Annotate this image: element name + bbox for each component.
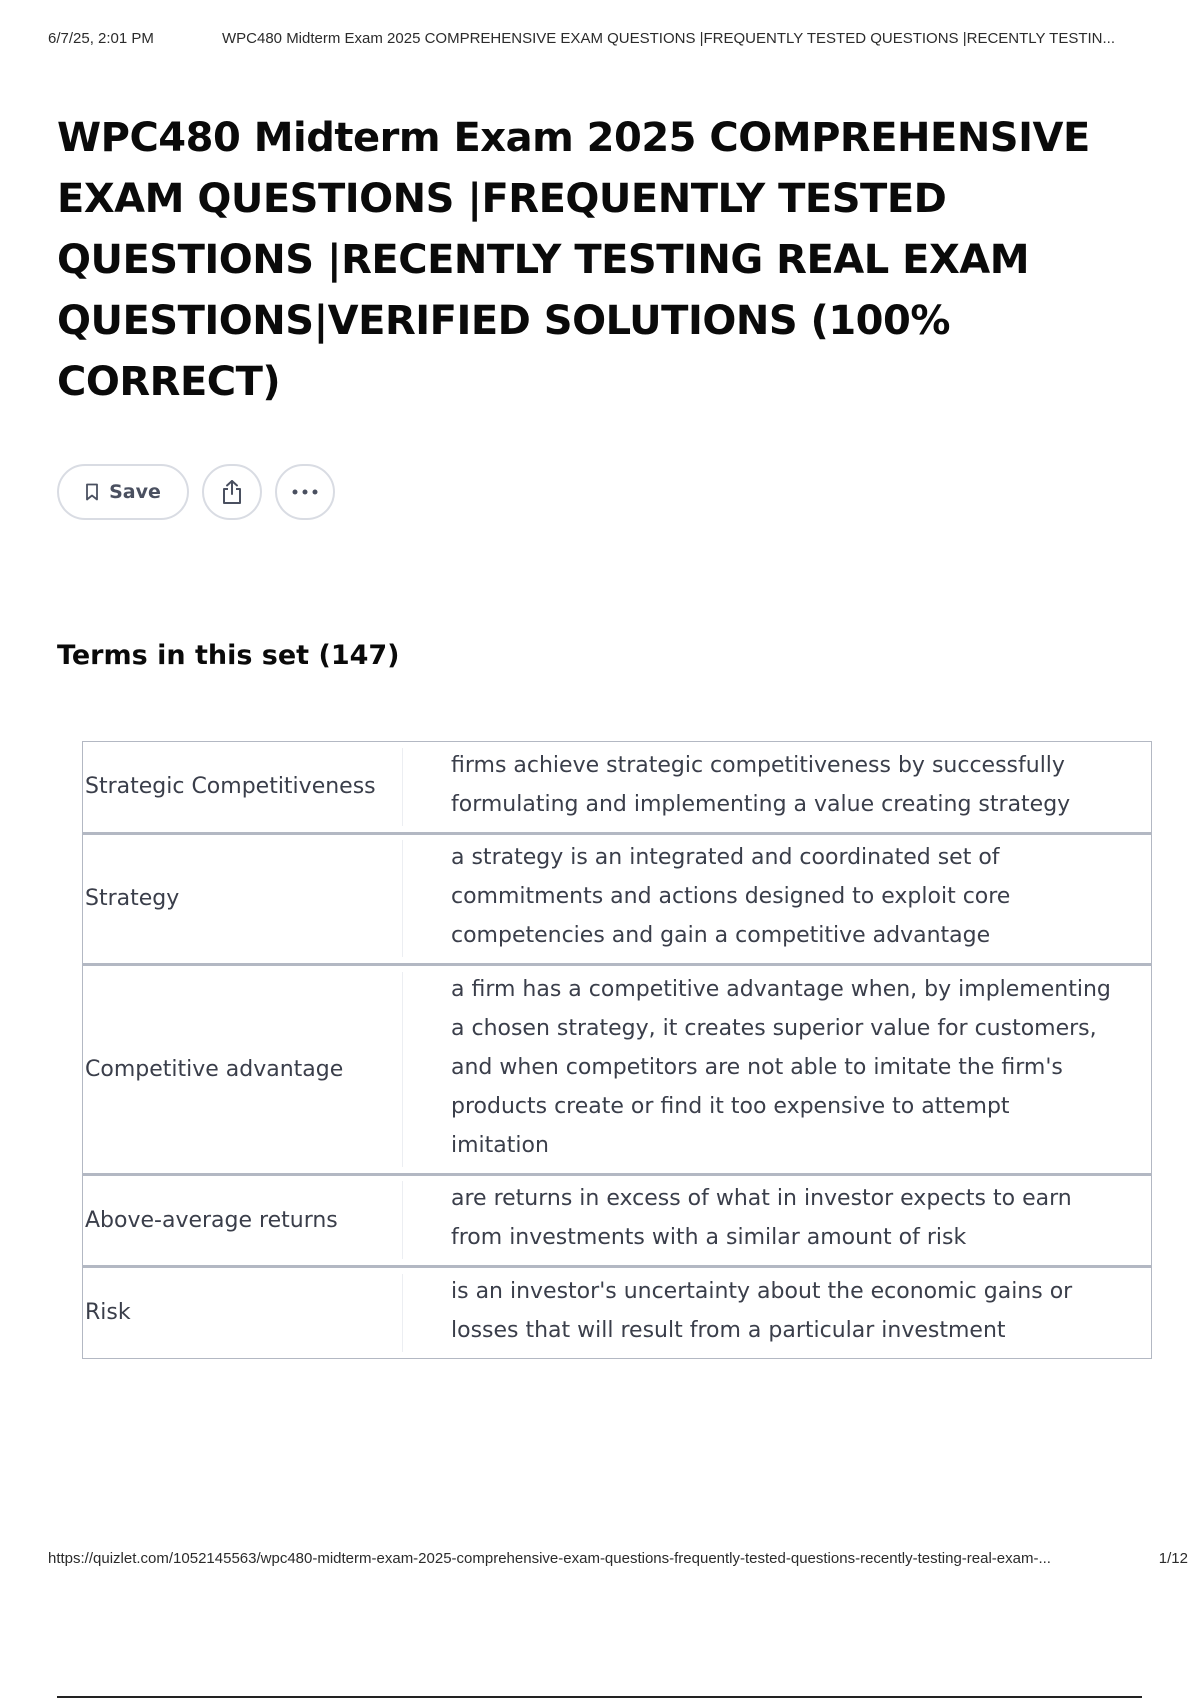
print-page-number: 1/12	[1158, 1550, 1188, 1567]
term-row	[82, 1267, 1152, 1359]
term-text: Strategy	[83, 840, 403, 957]
term-text: Above-average returns	[83, 1181, 403, 1259]
term-text: Risk	[83, 1274, 403, 1352]
terms-heading: Terms in this set (147)	[57, 640, 400, 671]
print-footer	[48, 1550, 1188, 1572]
share-button[interactable]	[202, 464, 262, 520]
more-options-button[interactable]	[275, 464, 335, 520]
page-divider	[57, 1696, 1142, 1698]
term-row	[82, 833, 1152, 966]
term-row	[82, 1174, 1152, 1268]
term-row	[82, 965, 1152, 1176]
print-page-title: WPC480 Midterm Exam 2025 COMPREHENSIVE EXAM QUESTIONS |FREQUENTLY TESTED QUESTIONS |RECENTLY TESTIN...	[222, 30, 1115, 47]
print-datetime: 6/7/25, 2:01 PM	[48, 30, 154, 47]
print-url: https://quizlet.com/1052145563/wpc480-midterm-exam-2025-comprehensive-exam-questions-frequently-tested-questions-recently-testing-real-exam-...	[48, 1550, 1051, 1567]
term-text: Strategic Competitiveness	[83, 748, 403, 826]
term-text: Competitive advantage	[83, 972, 403, 1167]
terms-table	[82, 742, 1152, 1359]
print-header	[48, 30, 1188, 52]
term-row	[82, 741, 1152, 835]
page-title: WPC480 Midterm Exam 2025 COMPREHENSIVE EXAM QUESTIONS |FREQUENTLY TESTED QUESTIONS |RECENTLY TESTING REAL EXAM QUESTIONS|VERIFIED SOLUTIONS (100% CORRECT)	[57, 115, 1090, 405]
definition-text: firms achieve strategic competitiveness by successfully formulating and implementing a value creating strategy	[451, 752, 1071, 817]
more-horizontal-icon	[292, 489, 318, 495]
definition-text: a strategy is an integrated and coordinated set of commitments and actions designed to exploit core competencies and gain a competitive advantage	[451, 845, 1011, 948]
save-button-label: Save	[109, 481, 161, 503]
definition-text: a firm has a competitive advantage when, by implementing a chosen strategy, it creates superior value for customers, and when competitors are not able to imitate the firm's products create or find it too expensive to attempt imitation	[451, 976, 1111, 1158]
definition-text: are returns in excess of what in investor expects to earn from investments with a similar amount of risk	[451, 1186, 1072, 1250]
definition-text: is an investor's uncertainty about the economic gains or losses that will result from a particular investment	[451, 1278, 1073, 1343]
save-button[interactable]	[57, 464, 189, 520]
share-icon	[220, 479, 244, 505]
bookmark-icon	[85, 483, 99, 501]
